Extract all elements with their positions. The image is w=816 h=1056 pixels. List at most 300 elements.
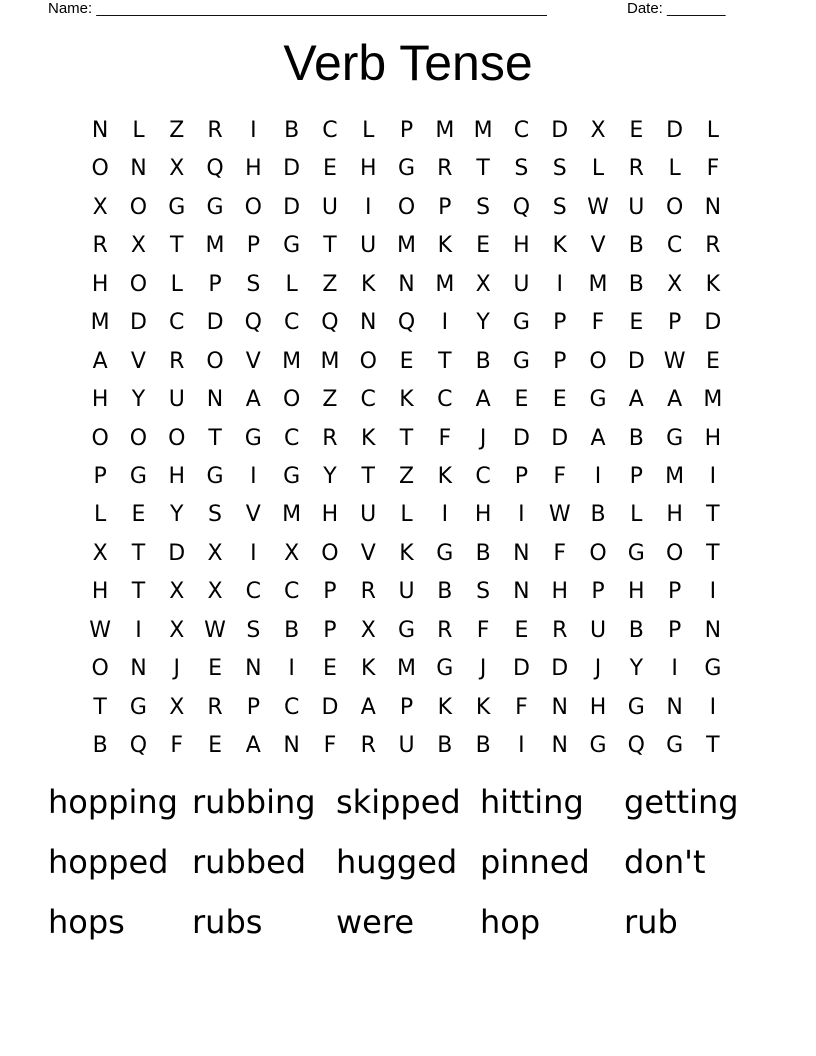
grid-letter: L — [132, 118, 145, 143]
grid-letter: M — [473, 118, 493, 143]
grid-letter: K — [552, 233, 567, 259]
grid-letter: P — [93, 463, 107, 489]
grid-letter: L — [362, 118, 375, 143]
grid-letter: X — [284, 540, 300, 566]
grid-letter: A — [92, 348, 108, 374]
grid-letter: E — [208, 733, 222, 758]
grid-letter: D — [551, 425, 569, 451]
grid-letter: Z — [169, 118, 185, 143]
grid-letter: L — [170, 271, 183, 297]
grid-letter: Q — [627, 733, 645, 758]
grid-letter: O — [665, 194, 684, 220]
grid-letter: U — [628, 194, 645, 220]
grid-letter: R — [207, 694, 223, 720]
grid-letter: B — [628, 271, 644, 297]
grid-letter: I — [518, 733, 525, 758]
grid-letter: P — [246, 694, 260, 720]
grid-letter: Z — [322, 271, 338, 297]
grid-letter: C — [245, 579, 262, 605]
grid-letter: R — [628, 156, 644, 182]
grid-letter: R — [705, 233, 721, 259]
grid-letter: H — [551, 579, 568, 605]
grid-letter: K — [361, 271, 376, 297]
grid-letter: T — [208, 425, 222, 451]
grid-letter: N — [130, 156, 147, 182]
grid-letter: O — [244, 194, 262, 220]
grid-letter: S — [476, 579, 491, 605]
grid-letter: S — [246, 617, 261, 643]
grid-letter: Z — [322, 387, 338, 413]
grid-letter: S — [514, 156, 529, 182]
grid-letter: G — [589, 387, 607, 413]
grid-letter: M — [588, 271, 608, 297]
grid-letter: B — [475, 540, 491, 566]
grid-letter: H — [628, 579, 645, 605]
grid-letter: D — [321, 694, 339, 720]
grid-letter: X — [169, 156, 185, 182]
grid-letter: X — [475, 271, 491, 297]
grid-letter: E — [514, 387, 529, 413]
word-bank-item: hopping — [48, 783, 178, 821]
grid-letter: B — [475, 733, 491, 758]
grid-letter: E — [629, 310, 644, 336]
grid-letter: G — [666, 733, 684, 758]
grid-letter: C — [513, 118, 530, 143]
grid-letter: O — [359, 348, 377, 374]
grid-letter: N — [704, 194, 722, 220]
grid-letter: X — [169, 694, 185, 720]
grid-letter: O — [282, 387, 301, 413]
grid-letter: I — [594, 463, 602, 489]
grid-letter: W — [663, 348, 686, 374]
grid-letter: E — [131, 502, 146, 528]
grid-letter: B — [92, 733, 108, 758]
grid-letter: K — [437, 694, 453, 720]
grid-letter: S — [552, 194, 567, 220]
grid-letter: I — [288, 656, 295, 682]
grid-letter: G — [397, 156, 416, 182]
grid-letter: A — [590, 425, 606, 451]
grid-letter: D — [704, 310, 722, 336]
grid-letter: D — [551, 118, 569, 143]
grid-letter: V — [360, 540, 376, 566]
grid-letter: Y — [629, 656, 644, 682]
grid-letter: K — [437, 463, 453, 489]
grid-letter: O — [129, 194, 148, 220]
grid-letter: E — [208, 656, 222, 682]
grid-letter: J — [594, 656, 602, 682]
grid-letter: G — [283, 233, 301, 259]
grid-letter: L — [706, 118, 720, 143]
grid-letter: K — [399, 387, 414, 413]
word-bank-item: hops — [48, 903, 125, 941]
grid-letter: Z — [398, 463, 415, 489]
word-bank-item: hop — [480, 903, 541, 941]
grid-letter: P — [399, 118, 414, 143]
grid-letter: P — [667, 579, 682, 605]
grid-letter: G — [627, 540, 645, 566]
grid-letter: U — [360, 502, 377, 528]
grid-letter: L — [668, 156, 681, 182]
grid-letter: L — [591, 156, 605, 182]
grid-letter: G — [129, 463, 147, 489]
grid-letter: D — [283, 156, 301, 182]
word-bank-item: hopped — [48, 843, 169, 881]
grid-letter: E — [705, 348, 720, 374]
grid-letter: Y — [131, 387, 146, 413]
grid-letter: I — [250, 463, 257, 489]
grid-letter: U — [513, 271, 530, 297]
grid-letter: Q — [206, 156, 224, 182]
grid-letter: B — [437, 579, 453, 605]
grid-letter: P — [438, 194, 452, 220]
grid-letter: L — [630, 502, 643, 528]
grid-letter: Y — [476, 310, 490, 336]
grid-letter: J — [479, 425, 487, 451]
grid-letter: X — [130, 233, 146, 259]
grid-letter: R — [360, 733, 376, 758]
grid-letter: G — [512, 310, 530, 336]
grid-letter: H — [359, 156, 377, 182]
grid-letter: E — [399, 348, 414, 374]
grid-letter: O — [206, 348, 224, 374]
grid-letter: M — [397, 233, 417, 259]
grid-letter: M — [435, 118, 455, 143]
grid-letter: H — [91, 387, 109, 413]
grid-letter: T — [361, 463, 375, 489]
grid-letter: G — [129, 694, 147, 720]
grid-letter: F — [476, 617, 490, 643]
grid-letter: X — [667, 271, 683, 297]
grid-letter: I — [250, 540, 257, 566]
word-bank-item: getting — [624, 783, 739, 821]
grid-letter: I — [671, 656, 678, 682]
grid-letter: P — [323, 579, 337, 605]
grid-letter: U — [398, 579, 415, 605]
grid-letter: C — [437, 387, 453, 413]
grid-letter: P — [553, 310, 567, 336]
grid-letter: P — [323, 617, 337, 643]
grid-letter: P — [629, 463, 643, 489]
grid-letter: H — [168, 463, 186, 489]
word-bank-item: rubs — [192, 903, 263, 941]
grid-letter: F — [553, 540, 567, 566]
grid-letter: A — [667, 387, 683, 413]
grid-letter: C — [283, 425, 300, 451]
grid-letter: G — [436, 656, 454, 682]
grid-letter: T — [706, 502, 720, 528]
grid-letter: N — [666, 694, 683, 720]
grid-letter: A — [628, 387, 644, 413]
grid-letter: Y — [323, 463, 337, 489]
grid-letter: A — [245, 387, 261, 413]
grid-letter: N — [130, 656, 147, 682]
grid-letter: V — [245, 502, 261, 528]
grid-letter: I — [441, 502, 449, 528]
grid-letter: N — [551, 694, 568, 720]
grid-letter: S — [552, 156, 567, 182]
grid-letter: Q — [512, 194, 531, 220]
grid-letter: W — [548, 502, 571, 528]
word-bank-item: hugged — [336, 843, 458, 881]
grid-letter: U — [360, 233, 377, 259]
grid-letter: O — [91, 156, 109, 182]
grid-letter: T — [93, 694, 107, 720]
grid-letter: O — [129, 425, 148, 451]
grid-letter: T — [706, 540, 720, 566]
grid-letter: A — [245, 733, 261, 758]
grid-letter: G — [206, 463, 224, 489]
date-field-label: Date: _______ — [627, 0, 726, 17]
word-bank — [48, 778, 768, 958]
grid-letter: U — [168, 387, 185, 413]
grid-letter: C — [475, 463, 491, 489]
grid-letter: H — [91, 271, 109, 297]
grid-letter: T — [170, 233, 184, 259]
grid-letter: M — [665, 463, 685, 489]
grid-letter: T — [399, 425, 414, 451]
grid-letter: M — [90, 310, 110, 336]
grid-letter: I — [135, 617, 142, 643]
word-bank-item: were — [336, 903, 414, 941]
grid-letter: E — [629, 118, 644, 143]
grid-letter: D — [512, 656, 530, 682]
grid-letter: N — [513, 579, 530, 605]
grid-letter: F — [515, 694, 528, 720]
grid-letter: I — [364, 194, 372, 220]
grid-letter: H — [666, 502, 683, 528]
grid-letter: Q — [321, 310, 339, 336]
grid-letter: J — [173, 656, 180, 682]
grid-letter: A — [475, 387, 491, 413]
grid-letter: D — [512, 425, 530, 451]
grid-letter: F — [553, 463, 567, 489]
grid-letter: E — [514, 617, 529, 643]
grid-letter: X — [590, 118, 606, 143]
grid-letter: N — [206, 387, 224, 413]
grid-letter: G — [666, 425, 684, 451]
grid-letter: R — [552, 617, 568, 643]
grid-letter: M — [435, 271, 455, 297]
grid-letter: X — [92, 540, 108, 566]
grid-letter: B — [284, 617, 300, 643]
grid-letter: X — [207, 579, 223, 605]
grid-letter: N — [359, 310, 377, 336]
grid-letter: I — [441, 310, 449, 336]
grid-letter: T — [438, 348, 452, 374]
grid-letter: D — [129, 310, 147, 336]
grid-letter: K — [361, 656, 376, 682]
grid-letter: D — [666, 118, 684, 143]
grid-letter: U — [321, 194, 338, 220]
grid-letter: O — [665, 540, 684, 566]
grid-letter: R — [437, 156, 453, 182]
grid-letter: H — [474, 502, 492, 528]
grid-letter: Q — [244, 310, 262, 336]
grid-letter: G — [512, 348, 530, 374]
grid-letter: F — [591, 310, 605, 336]
grid-letter: N — [245, 656, 262, 682]
grid-letter: H — [245, 156, 262, 182]
grid-letter: T — [131, 579, 146, 605]
grid-letter: W — [587, 194, 609, 220]
grid-letter: Q — [129, 733, 148, 758]
word-search-grid — [81, 112, 732, 765]
word-bank-item: rubbing — [192, 783, 316, 821]
grid-letter: O — [91, 425, 109, 451]
grid-letter: K — [399, 540, 414, 566]
grid-letter: T — [706, 733, 720, 758]
grid-letter: B — [628, 425, 644, 451]
grid-letter: X — [92, 194, 108, 220]
grid-letter: O — [129, 271, 148, 297]
grid-letter: B — [628, 617, 644, 643]
grid-letter: G — [283, 463, 301, 489]
grid-letter: I — [709, 579, 717, 605]
grid-letter: G — [206, 194, 224, 220]
grid-letter: C — [666, 233, 683, 259]
grid-letter: S — [246, 271, 261, 297]
grid-letter: N — [551, 733, 568, 758]
grid-letter: C — [322, 118, 338, 143]
grid-letter: H — [513, 233, 530, 259]
grid-letter: T — [131, 540, 146, 566]
grid-letter: M — [703, 387, 723, 413]
grid-letter: D — [168, 540, 186, 566]
grid-letter: D — [551, 656, 569, 682]
grid-letter: A — [360, 694, 376, 720]
name-field-label: Name: ______________________________________________________ — [48, 0, 547, 17]
grid-letter: N — [704, 617, 722, 643]
word-bank-item: skipped — [336, 783, 461, 821]
grid-letter: L — [285, 271, 298, 297]
grid-letter: M — [320, 348, 340, 374]
grid-letter: F — [706, 156, 720, 182]
grid-letter: B — [475, 348, 491, 374]
grid-letter: K — [475, 694, 491, 720]
grid-letter: X — [207, 540, 223, 566]
grid-letter: P — [553, 348, 567, 374]
grid-letter: I — [709, 694, 717, 720]
grid-letter: P — [208, 271, 222, 297]
grid-letter: I — [250, 118, 257, 143]
grid-letter: H — [704, 425, 722, 451]
grid-letter: S — [476, 194, 491, 220]
grid-letter: S — [208, 502, 223, 528]
grid-letter: C — [283, 694, 300, 720]
grid-letter: Y — [170, 502, 184, 528]
grid-letter: N — [283, 733, 300, 758]
grid-letter: R — [207, 118, 223, 143]
word-bank-item: hitting — [480, 783, 584, 821]
grid-letter: J — [479, 656, 487, 682]
grid-letter: P — [514, 463, 529, 489]
grid-letter: D — [206, 310, 224, 336]
grid-letter: G — [436, 540, 454, 566]
grid-letter: W — [89, 617, 112, 643]
word-bank-item: don't — [624, 843, 706, 881]
grid-letter: F — [323, 733, 337, 758]
grid-letter: D — [627, 348, 645, 374]
grid-letter: N — [398, 271, 415, 297]
grid-letter: V — [130, 348, 146, 374]
grid-letter: F — [438, 425, 452, 451]
grid-letter: O — [321, 540, 339, 566]
grid-letter: Q — [397, 310, 416, 336]
word-bank-item: rub — [624, 903, 678, 941]
grid-letter: V — [245, 348, 261, 374]
grid-letter: M — [205, 233, 225, 259]
grid-letter: E — [322, 656, 337, 682]
grid-letter: G — [244, 425, 262, 451]
grid-letter: C — [283, 579, 300, 605]
grid-letter: I — [709, 463, 717, 489]
grid-letter: P — [667, 617, 682, 643]
grid-letter: R — [92, 233, 108, 259]
grid-letter: G — [168, 194, 186, 220]
grid-letter: N — [513, 540, 530, 566]
grid-letter: P — [667, 310, 682, 336]
grid-letter: M — [282, 502, 302, 528]
grid-letter: O — [91, 656, 109, 682]
grid-letter: C — [283, 310, 300, 336]
grid-letter: X — [169, 617, 185, 643]
grid-letter: M — [397, 656, 417, 682]
grid-letter: R — [169, 348, 185, 374]
grid-letter: O — [397, 194, 416, 220]
grid-letter: E — [322, 156, 337, 182]
grid-letter: E — [552, 387, 567, 413]
grid-letter: E — [476, 233, 491, 259]
grid-letter: H — [91, 579, 109, 605]
grid-letter: R — [322, 425, 338, 451]
word-bank-item: rubbed — [192, 843, 307, 881]
grid-letter: L — [400, 502, 413, 528]
grid-letter: T — [323, 233, 337, 259]
grid-letter: G — [627, 694, 645, 720]
grid-letter: O — [589, 348, 607, 374]
grid-letter: B — [284, 118, 300, 143]
grid-letter: D — [283, 194, 301, 220]
grid-letter: P — [399, 694, 414, 720]
grid-letter: T — [476, 156, 490, 182]
grid-letter: B — [590, 502, 606, 528]
grid-letter: R — [360, 579, 376, 605]
grid-letter: L — [94, 502, 107, 528]
grid-letter: F — [170, 733, 184, 758]
grid-letter: I — [556, 271, 563, 297]
grid-letter: K — [361, 425, 376, 451]
grid-letter: C — [360, 387, 376, 413]
grid-letter: U — [589, 617, 607, 643]
grid-letter: W — [204, 617, 226, 643]
grid-letter: K — [705, 271, 721, 297]
grid-letter: U — [398, 733, 415, 758]
page-title: Verb Tense — [283, 35, 533, 91]
grid-letter: H — [589, 694, 607, 720]
grid-letter: R — [437, 617, 453, 643]
grid-letter: G — [704, 656, 722, 682]
grid-letter: K — [437, 233, 453, 259]
grid-letter: H — [321, 502, 339, 528]
grid-letter: C — [169, 310, 185, 336]
grid-letter: O — [589, 540, 607, 566]
grid-letter: N — [91, 118, 109, 143]
grid-letter: X — [169, 579, 185, 605]
grid-letter: B — [437, 733, 453, 758]
grid-letter: P — [591, 579, 605, 605]
grid-letter: B — [628, 233, 644, 259]
